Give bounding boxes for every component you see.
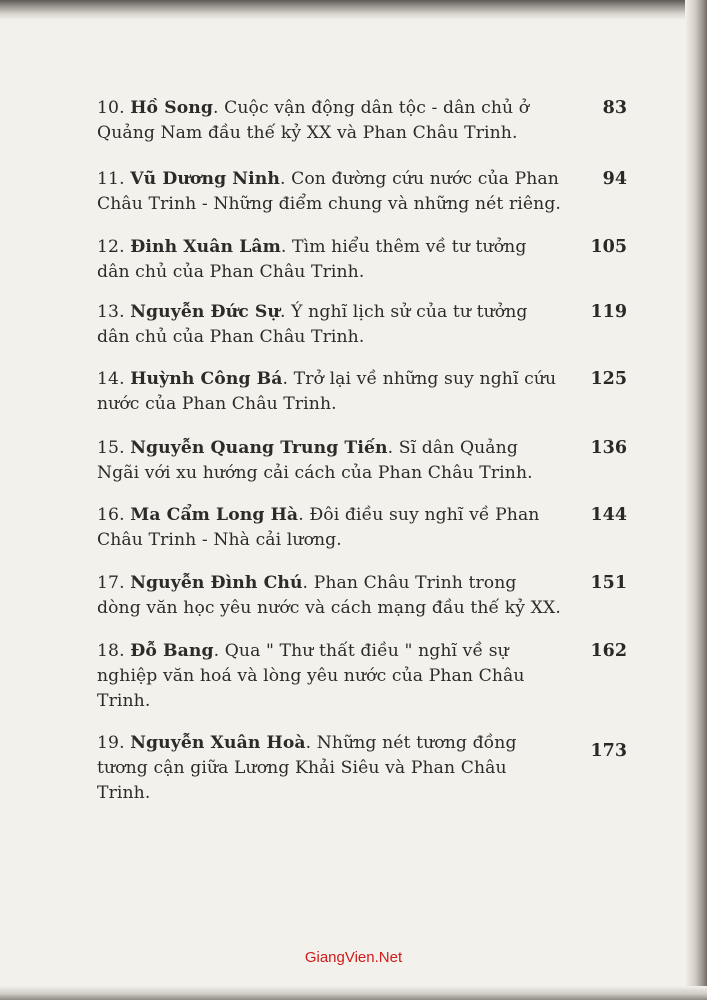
entry-title: Ý nghĩ lịch sử của tư tưởng dân chủ của Phan Châu Trinh. (97, 302, 528, 347)
toc-entry-text: 19. Nguyễn Xuân Hoà. Những nét tương đồng tương cận giữa Lương Khải Siêu và Phan Châu Trinh. (97, 733, 517, 803)
toc-entry (97, 639, 637, 714)
toc-entry-text: 16. Ma Cẩm Long Hà. Đôi điều suy nghĩ về Phan Châu Trinh - Nhà cải lương. (97, 505, 540, 550)
entry-title: Tìm hiểu thêm về tư tưởng dân chủ của Phan Châu Trinh. (97, 237, 527, 282)
entry-author: Nguyễn Đức Sự (130, 302, 281, 322)
entry-number: 12. (97, 237, 125, 257)
entry-page-number: 105 (590, 237, 627, 257)
entry-number: 19. (97, 733, 125, 753)
page-bottom-edge (0, 986, 707, 1000)
entry-page-number: 125 (590, 369, 627, 389)
entry-author: Nguyễn Quang Trung Tiến (130, 438, 388, 458)
toc-entry (97, 571, 637, 621)
toc-entry (97, 96, 637, 146)
entry-number: 16. (97, 505, 125, 525)
entry-author: Nguyễn Xuân Hoà (130, 733, 306, 753)
entry-number: 13. (97, 302, 125, 322)
entry-author: Đỗ Bang (130, 641, 214, 661)
entry-number: 17. (97, 573, 125, 593)
entry-page-number: 144 (590, 505, 627, 525)
entry-page-number: 151 (590, 573, 627, 593)
entry-author: Huỳnh Công Bá (130, 369, 283, 389)
toc-entry (97, 731, 637, 806)
toc-entry (97, 503, 637, 553)
toc-entry (97, 436, 637, 486)
toc-entry-text: 15. Nguyễn Quang Trung Tiến. Sĩ dân Quảng Ngãi với xu hướng cải cách của Phan Châu Trinh. (97, 438, 533, 483)
entry-title: Cuộc vận động dân tộc - dân chủ ở Quảng Nam đầu thế kỷ XX và Phan Châu Trinh. (97, 98, 530, 143)
entry-title: Sĩ dân Quảng Ngãi với xu hướng cải cách của Phan Châu Trinh. (97, 438, 533, 483)
toc-entry-text: 13. Nguyễn Đức Sự. Ý nghĩ lịch sử của tư tưởng dân chủ của Phan Châu Trinh. (97, 302, 528, 347)
entry-title: Phan Châu Trinh trong dòng văn học yêu nước và cách mạng đầu thế kỷ XX. (97, 573, 561, 618)
entry-author: Ma Cẩm Long Hà (130, 505, 299, 525)
toc-entry (97, 235, 637, 285)
entry-title: Trở lại về những suy nghĩ cứu nước của Phan Châu Trinh. (97, 369, 557, 414)
entry-author: Đinh Xuân Lâm (130, 237, 281, 257)
toc-entry (97, 167, 637, 217)
page-top-edge (0, 0, 707, 20)
toc-entry-text: 12. Đinh Xuân Lâm. Tìm hiểu thêm về tư tưởng dân chủ của Phan Châu Trinh. (97, 237, 527, 282)
entry-page-number: 136 (590, 438, 627, 458)
entry-number: 14. (97, 369, 125, 389)
toc-entry (97, 367, 637, 417)
entry-page-number: 83 (602, 98, 627, 118)
page-right-edge (685, 0, 707, 1000)
toc-entry-text: 14. Huỳnh Công Bá. Trở lại về những suy nghĩ cứu nước của Phan Châu Trinh. (97, 369, 557, 414)
toc-entry-text: 10. Hồ Song. Cuộc vận động dân tộc - dân chủ ở Quảng Nam đầu thế kỷ XX và Phan Châu Trinh. (97, 98, 530, 143)
entry-number: 18. (97, 641, 125, 661)
table-of-contents (97, 96, 637, 806)
entry-title: Qua " Thư thất điều " nghĩ về sự nghiệp văn hoá và lòng yêu nước của Phan Châu Trinh. (97, 641, 525, 711)
toc-entry (97, 300, 637, 350)
entry-title: Đôi điều suy nghĩ về Phan Châu Trinh - Nhà cải lương. (97, 505, 540, 550)
entry-author: Nguyễn Đình Chú (130, 573, 303, 593)
entry-title: Con đường cứu nước của Phan Châu Trinh - Những điểm chung và những nét riêng. (97, 169, 561, 214)
entry-page-number: 173 (590, 741, 627, 761)
entry-page-number: 162 (590, 641, 627, 661)
watermark-text: GiangVien.Net (304, 949, 403, 966)
entry-number: 10. (97, 98, 125, 118)
toc-entry-text: 18. Đỗ Bang. Qua " Thư thất điều " nghĩ về sự nghiệp văn hoá và lòng yêu nước của Phan Châu Trinh. (97, 641, 525, 711)
entry-author: Hồ Song (130, 98, 213, 118)
entry-title: Những nét tương đồng tương cận giữa Lương Khải Siêu và Phan Châu Trinh. (97, 733, 517, 803)
entry-page-number: 119 (590, 302, 627, 322)
entry-author: Vũ Dương Ninh (130, 169, 280, 189)
entry-page-number: 94 (602, 169, 627, 189)
entry-number: 11. (97, 169, 125, 189)
toc-entry-text: 11. Vũ Dương Ninh. Con đường cứu nước của Phan Châu Trinh - Những điểm chung và những nét riêng. (97, 169, 561, 214)
toc-entry-text: 17. Nguyễn Đình Chú. Phan Châu Trinh trong dòng văn học yêu nước và cách mạng đầu thế kỷ XX. (97, 573, 561, 618)
entry-number: 15. (97, 438, 125, 458)
